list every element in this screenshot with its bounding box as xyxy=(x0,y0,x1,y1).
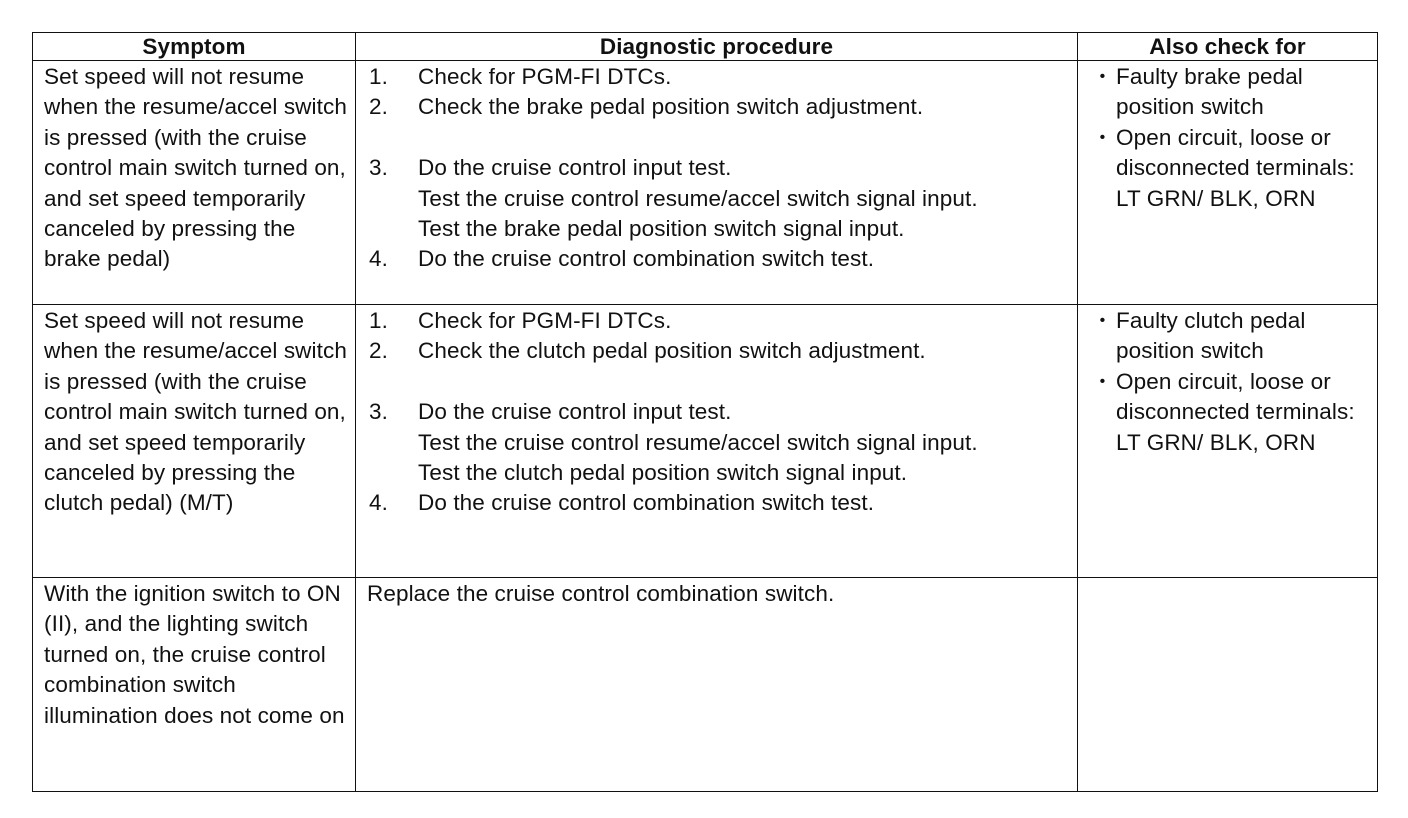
bullet-icon: • xyxy=(1099,68,1106,85)
also-check-cell xyxy=(1078,578,1378,792)
symptom-cell: Set speed will not resume when the resume/accel switch is pressed (with the cruise control main switch turned on, and set speed temporarily canceled by pressing the brake pedal) xyxy=(33,61,356,305)
table-row xyxy=(33,578,1378,792)
bullet-icon: • xyxy=(1099,312,1106,329)
step-subtext: Test the brake pedal position switch signal input. xyxy=(418,216,905,242)
bullet-icon: • xyxy=(1099,128,1106,146)
step-text: Check for PGM-FI DTCs. xyxy=(418,64,672,89)
also-check-item: • Open circuit, loose or disconnected terminals: LT GRN/ BLK, ORN xyxy=(1089,367,1371,458)
step-number: 4. xyxy=(369,246,388,272)
also-check-list xyxy=(1089,62,1371,214)
step-subtext: Test the cruise control resume/accel switch signal input. xyxy=(418,185,978,211)
step-text: Check the clutch pedal position switch adjustment. xyxy=(418,338,926,364)
step-text: Do the cruise control input test. xyxy=(418,155,732,181)
table-row xyxy=(33,61,1378,305)
step-number: 1. xyxy=(369,308,388,333)
procedure-step xyxy=(369,397,1071,488)
also-check-item: • Faulty clutch pedal position switch xyxy=(1089,306,1371,367)
step-subtext: Test the clutch pedal position switch signal input. xyxy=(418,460,908,486)
procedure-cell xyxy=(356,61,1078,305)
procedure-step xyxy=(369,153,1071,244)
header-procedure: Diagnostic procedure xyxy=(356,33,1078,61)
step-subtext: Test the cruise control resume/accel switch signal input. xyxy=(418,429,978,455)
symptom-cell: Set speed will not resume when the resume/accel switch is pressed (with the cruise control main switch turned on, and set speed temporarily canceled by pressing the clutch pedal) (M/T) xyxy=(33,305,356,578)
procedure-step xyxy=(369,488,1071,518)
also-check-cell xyxy=(1078,305,1378,578)
step-number: 3. xyxy=(369,155,388,181)
header-row xyxy=(33,33,1378,61)
procedure-step xyxy=(369,336,1071,366)
procedure-steps xyxy=(369,62,1071,275)
step-number: 1. xyxy=(369,64,388,89)
bullet-icon: • xyxy=(1099,372,1106,390)
procedure-steps xyxy=(369,306,1071,519)
also-check-item: • Open circuit, loose or disconnected terminals: LT GRN/ BLK, ORN xyxy=(1089,123,1371,214)
header-also-check: Also check for xyxy=(1078,33,1378,61)
step-text: Do the cruise control combination switch test. xyxy=(418,490,875,516)
step-text: Check the brake pedal position switch adjustment. xyxy=(418,94,924,120)
also-check-list xyxy=(1089,306,1371,458)
procedure-cell: Replace the cruise control combination switch. xyxy=(356,578,1078,792)
also-check-cell xyxy=(1078,61,1378,305)
step-number: 4. xyxy=(369,490,388,516)
step-text: Do the cruise control combination switch test. xyxy=(418,246,875,272)
procedure-step xyxy=(369,244,1071,274)
step-number: 2. xyxy=(369,94,388,120)
diagnostic-table xyxy=(32,32,1378,792)
procedure-step xyxy=(369,62,1071,92)
procedure-cell xyxy=(356,305,1078,578)
procedure-step xyxy=(369,92,1071,122)
procedure-step xyxy=(369,306,1071,336)
step-text: Check for PGM-FI DTCs. xyxy=(418,308,672,333)
step-number: 3. xyxy=(369,399,388,425)
also-check-item: • Faulty brake pedal position switch xyxy=(1089,62,1371,123)
symptom-cell: With the ignition switch to ON (II), and the lighting switch turned on, the cruise control combination switch illumination does not come on xyxy=(33,578,356,792)
header-symptom: Symptom xyxy=(33,33,356,61)
step-number: 2. xyxy=(369,338,388,364)
step-text: Do the cruise control input test. xyxy=(418,399,732,425)
table-row xyxy=(33,305,1378,578)
